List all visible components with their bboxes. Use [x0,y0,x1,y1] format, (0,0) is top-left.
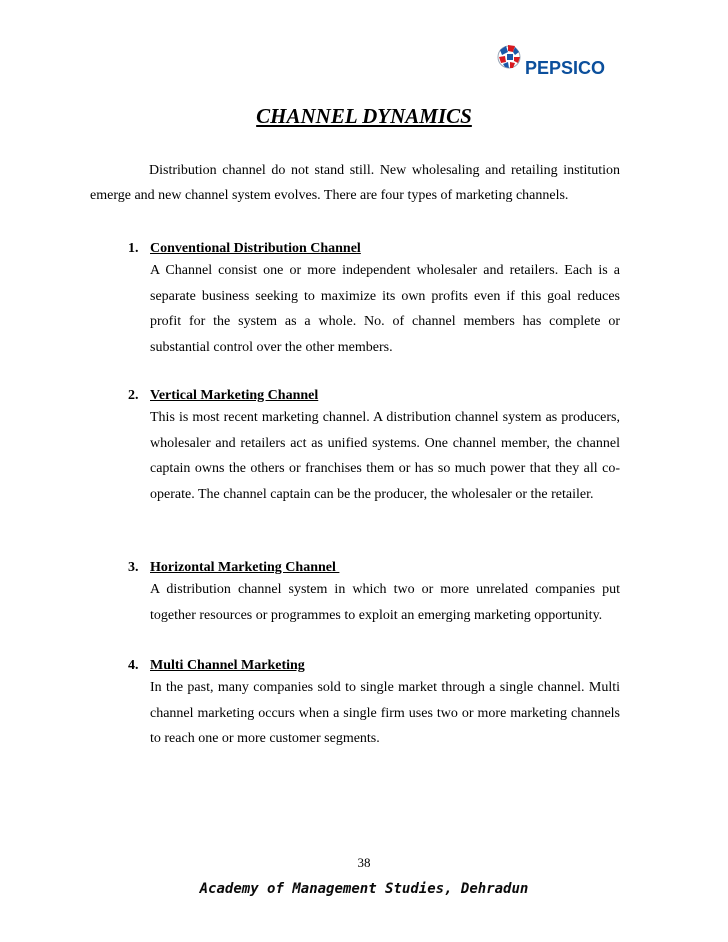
page-title: CHANNEL DYNAMICS [256,104,472,128]
item-body: A Channel consist one or more independent wholesaler and retailers. Each is a separate business seeking to maximize its own profits even if this goal reduces profit for the system as a whole. No. of channel members has complete or substantial control over the other members. [150,263,620,355]
item-body: A distribution channel system in which two or more unrelated companies put together resources or programmes to exploit an emerging marketing opportunity. [150,582,620,623]
globe-icon [496,40,524,74]
footer-institution: Academy of Management Studies, Dehradun [199,881,529,897]
pepsico-logo [496,40,628,82]
logo-wordmark: PEPSICO [525,58,606,78]
item-heading: Conventional Distribution Channel [150,241,361,256]
item-body: In the past, many companies sold to single market through a single channel. Multi channel marketing occurs when a single firm uses two or more marketing channels to reach one or more customer segments. [150,680,620,746]
item-heading: Vertical Marketing Channel [150,388,319,403]
item-number: 3. [128,560,139,575]
item-number: 1. [128,241,139,256]
page-number: 38 [357,855,371,870]
item-body: This is most recent marketing channel. A distribution channel system as producers, wholesaler and retailers act as unified systems. One channel member, the channel captain owns the others or franchises them or has so much power that they all co-operate. The channel captain can be the producer, the wholesaler or the retailer. [150,410,620,502]
item-heading: Horizontal Marketing Channel [150,560,340,575]
intro-paragraph: Distribution channel do not stand still. New wholesaling and retailing institution emerge and new channel system evolves. There are four types of marketing channels. [90,163,620,203]
item-number: 4. [128,658,139,673]
item-number: 2. [128,388,139,403]
item-heading: Multi Channel Marketing [150,658,305,673]
